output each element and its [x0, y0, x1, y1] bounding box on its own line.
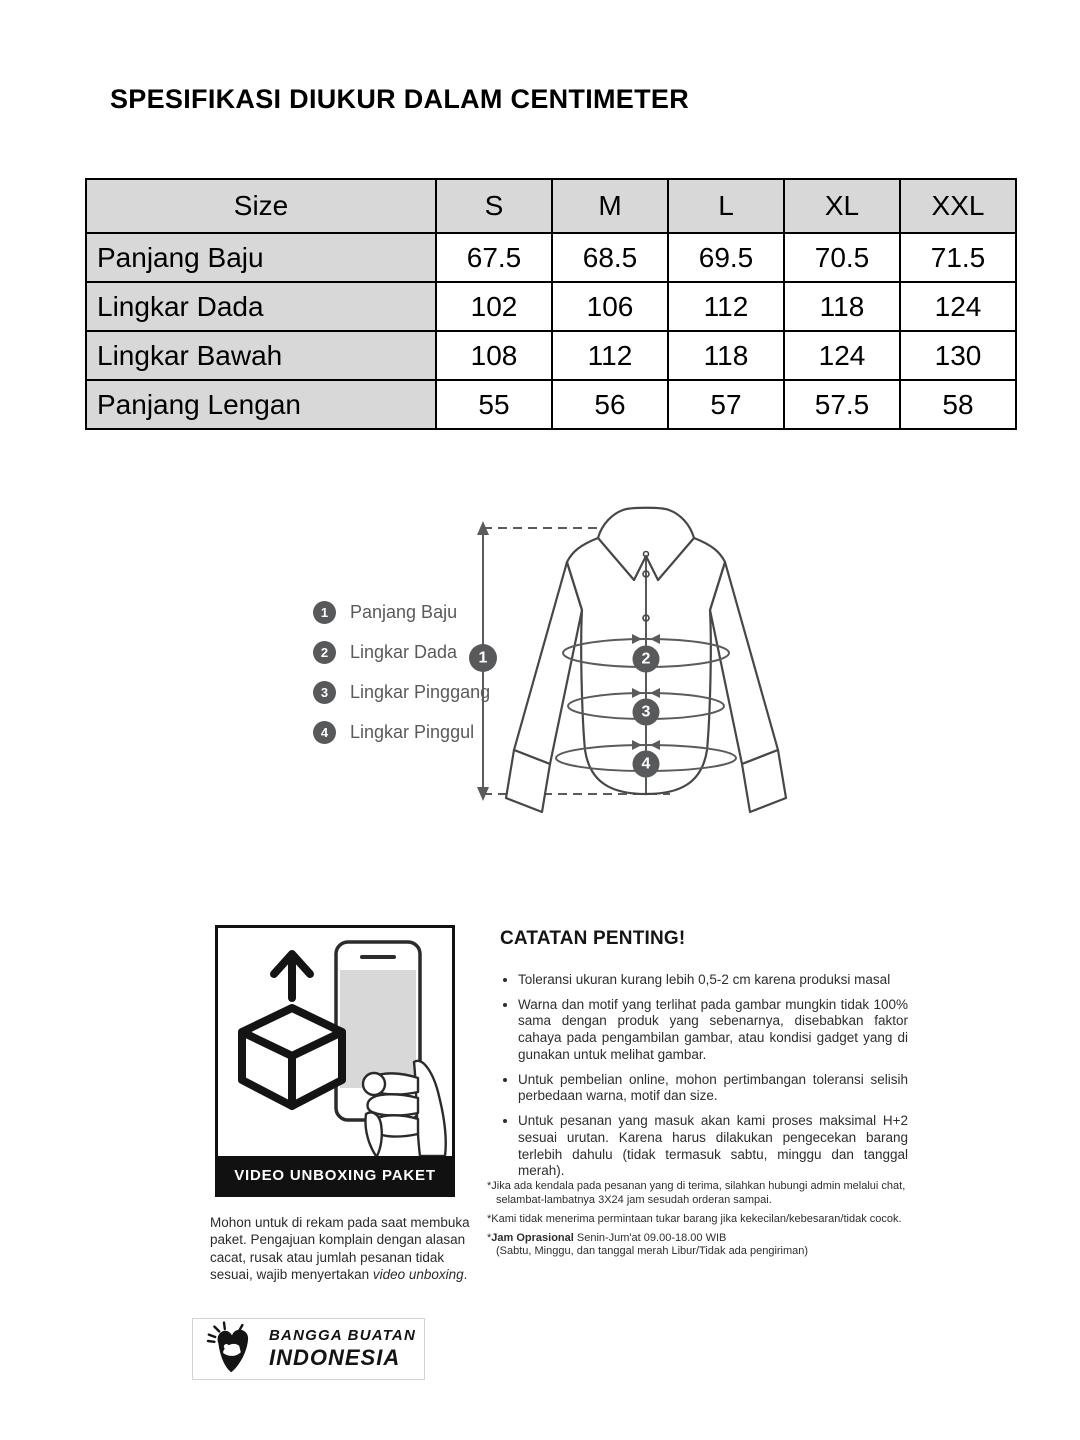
legend-badge-2: 2 [313, 641, 336, 664]
size-chart-table [85, 178, 1017, 430]
legend-badge-3: 3 [313, 681, 336, 704]
footnote-star: * [487, 1231, 492, 1244]
table-cell: 55 [436, 380, 552, 429]
svg-text:2: 2 [641, 650, 651, 668]
logo-line1: BANGGA BUATAN [269, 1327, 416, 1344]
footnote: *Kami tidak menerima permintaan tukar barang jika kekecilan/kebesaran/tidak cocok. [487, 1212, 902, 1225]
header-cell-m: M [552, 179, 668, 233]
note-bullet: • Toleransi ukuran kurang lebih 0,5-2 cm karena produksi masal [518, 972, 908, 989]
legend-label: Lingkar Dada [350, 642, 458, 662]
logo-text [269, 1327, 416, 1371]
unboxing-caption [210, 1214, 472, 1283]
table-cell: 112 [552, 331, 668, 380]
notes-list [500, 972, 908, 1180]
logo-line2: INDONESIA [269, 1345, 401, 1370]
table-cell: 57.5 [784, 380, 900, 429]
note-bullet: • Untuk pesanan yang masuk akan kami proses maksimal H+2 sesuai urutan. Karena harus dilakukan pengecekan barang terlebih dahulu (tidak termasuk sabtu, minggu dan tanggal merah). [518, 1113, 908, 1180]
note-bullet: • Warna dan motif yang terlihat pada gambar mungkin tidak 100% sama dengan produk yang sebenarnya, disebabkan faktor cahaya pada pengambilan gambar, atau kondisi gadget yang di gunakan untuk melihat gambar. [518, 997, 908, 1064]
table-cell: 57 [668, 380, 784, 429]
table-cell: 67.5 [436, 233, 552, 282]
header-cell-xl: XL [784, 179, 900, 233]
footnote-rest: Senin-Jum'at 09.00-18.00 WIB [573, 1231, 727, 1244]
row-label: Panjang Lengan [86, 380, 436, 429]
header-cell-size: Size [86, 179, 436, 233]
table-cell: 130 [900, 331, 1016, 380]
footnote-bold: Jam Oprasional [491, 1231, 574, 1244]
table-cell: 58 [900, 380, 1016, 429]
table-row [86, 282, 1016, 331]
footnote-operational-hours [487, 1232, 932, 1260]
table-cell: 106 [552, 282, 668, 331]
table-cell: 118 [784, 282, 900, 331]
row-label: Lingkar Dada [86, 282, 436, 331]
caption-italic: video unboxing [372, 1266, 464, 1282]
unboxing-illustration [218, 928, 452, 1156]
table-cell: 108 [436, 331, 552, 380]
heart-flex-icon [203, 1321, 261, 1377]
footnote: *Jika ada kendala pada pesanan yang di terima, silahkan hubungi admin melalui chat, selambat-lambatnya 3X24 jam sesudah orderan sampai. [487, 1180, 906, 1206]
table-cell: 68.5 [552, 233, 668, 282]
table-cell: 71.5 [900, 233, 1016, 282]
table-cell: 102 [436, 282, 552, 331]
video-unboxing-box [215, 925, 455, 1197]
caption-period: . [463, 1266, 468, 1282]
table-cell: 118 [668, 331, 784, 380]
table-cell: 112 [668, 282, 784, 331]
notes-heading: CATATAN PENTING! [500, 928, 686, 949]
footnote-line2: (Sabtu, Minggu, dan tanggal merah Libur/Tidak ada pengiriman) [496, 1245, 809, 1258]
note-bullet: • Untuk pembelian online, mohon pertimbangan toleransi selisih perbedaan warna, motif dan size. [518, 1072, 908, 1105]
table-row [86, 380, 1016, 429]
shirt-measurement-diagram [450, 498, 830, 838]
legend-badge-4: 4 [313, 721, 336, 744]
table-cell: 124 [900, 282, 1016, 331]
legend-badge-1: 1 [313, 601, 336, 624]
table-cell: 124 [784, 331, 900, 380]
table-row [86, 233, 1016, 282]
unboxing-bar-label: VIDEO UNBOXING PAKET [218, 1156, 452, 1194]
box-icon [242, 1008, 342, 1106]
legend-label: Panjang Baju [350, 602, 458, 622]
svg-text:4: 4 [641, 755, 651, 773]
page-title: SPESIFIKASI DIUKUR DALAM CENTIMETER [110, 84, 690, 114]
table-cell: 56 [552, 380, 668, 429]
svg-text:1: 1 [478, 649, 488, 667]
arrow-up-icon [274, 954, 310, 998]
legend-label: Lingkar Pinggul [350, 722, 475, 742]
important-notes-section [500, 928, 908, 1188]
table-row [86, 331, 1016, 380]
hand-illustration [363, 1061, 446, 1156]
header-cell-xxl: XXL [900, 179, 1016, 233]
row-label: Panjang Baju [86, 233, 436, 282]
footnotes-section [487, 1180, 932, 1264]
bangga-buatan-indonesia-logo [192, 1318, 425, 1380]
legend-label: Lingkar Pinggang [350, 682, 491, 702]
header-cell-l: L [668, 179, 784, 233]
row-label: Lingkar Bawah [86, 331, 436, 380]
table-cell: 69.5 [668, 233, 784, 282]
header-cell-s: S [436, 179, 552, 233]
table-header-row [86, 179, 1016, 233]
table-cell: 70.5 [784, 233, 900, 282]
caption-text: Mohon untuk di rekam pada saat membuka paket. Pengajuan komplain dengan alasan cacat, rusak atau jumlah pesanan tidak sesuai, wajib menyertakan [210, 1215, 470, 1282]
svg-text:3: 3 [641, 703, 651, 721]
